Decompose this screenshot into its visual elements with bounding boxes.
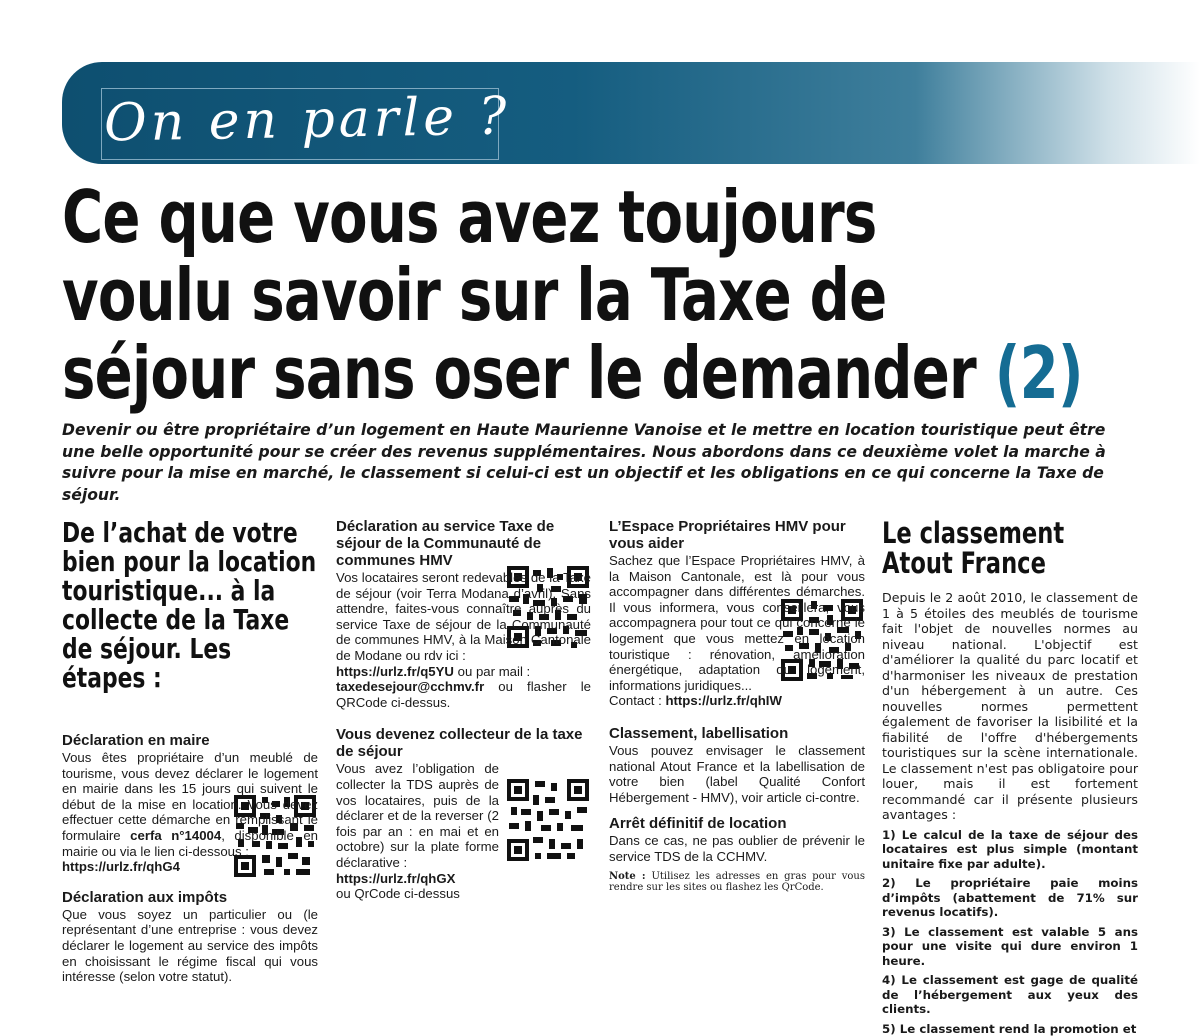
column-declaration: Déclaration au service Taxe de séjour de la Communauté de communes HMV Vos locataires seront redevables de la Taxe de séjour (voir Terra Modana d’avril). Sans attendre, faites-vous connaître auprès du service Taxe de séjour de la Communauté de communes HMV, à la Maison Cantonale de Modane ou rdv ici : https://urlz.fr/q5YU ou par mail : taxedesejour@cchmv.fr ou flasher le QRCode ci-dessus. Vous devenez collecteur de la taxe de séjour Vous avez l’obligation de collecter la TDS auprès de vos locataires, puis de la déclarer et de la reverser (2 fois par an : en mai et en octobre) sur la plate forme déclarative : https://urlz.fr/qhGX ou QrCode ci-dessus — [336, 518, 591, 902]
advantage-item: 4) Le classement est gage de qualité de l’hébergement aux yeux des clients. — [882, 973, 1138, 1017]
section-text-classement: Vous pouvez envisager le classement national Atout France et la labellisation de votre bien (label Qualité Confort Hébergement - HMV), voir article ci-contre. — [609, 743, 865, 805]
column-espace-proprietaires: L’Espace Propriétaires HMV pour vous aider Sachez que l’Espace Propriétaires HMV, à la Maison Cantonale, est là pour vous accompagner dans différentes démarches. Il vous informera, vous conseillera, vous accompagnera pour tout ce qui concerne le logement que vous mettez en location touristique : rénovation, amélioration énergétique, adaptation du logement, informations juridiques... Contact : https://urlz.fr/qhIW Classement, labellisation Vous pouvez envisager le classement national Atout France et la labellisation de votre bien (label Qualité Confort Hébergement - HMV), voir article ci-contre. Arrêt définitif de location Dans ce cas, ne pas oublier de prévenir le service TDS de la CCHMV. Note : Utilisez les adresses en gras pour vous rendre sur les sites ou flashez les QrCode. — [609, 518, 865, 894]
atout-text: Depuis le 2 août 2010, le classement de 1 à 5 étoiles des meublés de tourisme fait l'objet de nouvelles normes au niveau national. L'objectif est d'améliorer la qualité du parc locatif et d'harmoniser les niveaux de prestation d'un hébergement à un autre. Ces nouvelles normes permettent également de favoriser la lisibilité et la fiabilité de l'offre d'hébergements touristiques sur la scène internationale. Le classement n'est pas obligatoire pour louer, mais il est fortement recommandé car il présente plusieurs avantages : — [882, 590, 1138, 823]
section-text-mairie: Vous êtes propriétaire d’un meublé de tourisme, vous devez déclarer le logement en mairie dans les 15 jours qui suivent le début de la mise en location. Vous devez effectuer cette démarche en remplissant le formulaire cerfa n°14004, disponible en mairie ou via le lien ci-dessous : — [62, 750, 318, 859]
qr-code-icon[interactable] — [505, 777, 591, 863]
headline-line-1: Ce que vous avez toujours — [62, 175, 877, 259]
advantage-item: 1) Le calcul de la taxe de séjour des locataires est plus simple (montant unitaire fixe par adulte). — [882, 828, 1138, 872]
link-mairie[interactable]: https://urlz.fr/qhG4 — [62, 859, 180, 874]
section-text-espace: Sachez que l’Espace Propriétaires HMV, à la Maison Cantonale, est là pour vous accompagner dans différentes démarches. Il vous informera, vous conseillera, vous accompagnera pour tout ce qui concerne le logement que vous mettez en location touristique : rénovation, amélioration énergétique, adaptation du logement, informations juridiques... — [609, 553, 865, 693]
qrcode-hint: ou QrCode ci-dessus — [336, 886, 591, 902]
section-text-service-taxe: Vos locataires seront redevables de la Taxe de séjour (voir Terra Modana d’avril). Sans attendre, faites-vous connaître auprès du service Taxe de séjour de la Communauté de communes HMV, à la Maison Cantonale de Modane ou rdv ici : — [336, 570, 591, 664]
section-title-service-taxe: Déclaration au service Taxe de séjour de la Communauté de communes HMV — [336, 518, 591, 569]
headline-line-3: séjour sans oser le demander — [62, 331, 976, 415]
link-service-taxe[interactable]: https://urlz.fr/q5YU — [336, 664, 454, 679]
cerfa-reference: cerfa n°14004 — [130, 828, 221, 843]
advantage-item: 2) Le propriétaire paie moins d’impôts (abattement de 71% sur revenus locatifs). — [882, 876, 1138, 920]
section-text-arret: Dans ce cas, ne pas oublier de prévenir le service TDS de la CCHMV. — [609, 833, 865, 864]
steps-heading: De l’achat de votre bien pour la location touristique... à la collecte de la Taxe de séjour. Les étapes : — [62, 518, 319, 692]
atout-heading: Le classement Atout France — [882, 518, 1100, 578]
section-text-collecteur: Vous avez l’obligation de collecter la TDS auprès de vos locataires, puis de la déclarer et de la reverser (2 fois par an : en mai et en octobre) sur la plate forme déclarative : — [336, 761, 591, 870]
headline — [62, 178, 950, 412]
email-taxe-sejour[interactable]: taxedesejour@cchmv.fr — [336, 679, 484, 694]
section-title-arret: Arrêt définitif de location — [609, 815, 865, 832]
section-title-impots: Déclaration aux impôts — [62, 889, 318, 906]
link-declaration[interactable]: https://urlz.fr/qhGX — [336, 871, 455, 886]
section-title-mairie: Déclaration en maire — [62, 732, 318, 749]
column-steps — [62, 518, 318, 985]
intro-paragraph: Devenir ou être propriétaire d’un logement en Haute Maurienne Vanoise et le mettre en location touristique peut être une belle opportunité pour se créer des revenus supplémentaires. Nous abordons dans ce deuxième volet la marche à suivre pour la mise en marché, le classement si celui-ci est un objectif et les obligations en ce qui concerne la Taxe de séjour. — [62, 420, 1132, 506]
link-espace[interactable]: https://urlz.fr/qhIW — [665, 693, 781, 708]
advantage-item: 3) Le classement est valable 5 ans pour une visite qui dure environ 1 heure. — [882, 925, 1138, 969]
headline-part-number: (2) — [995, 331, 1083, 415]
section-title-espace: L’Espace Propriétaires HMV pour vous aider — [609, 518, 865, 552]
section-text-impots: Que vous soyez un particulier ou (le représentant d’une entreprise : vous devez déclarer le logement au service des impôts en choisissant le régime fiscal qui vous intéresse (selon votre statut). — [62, 907, 318, 985]
headline-line-2: voulu savoir sur la Taxe de — [62, 253, 886, 337]
column-atout-france — [882, 518, 1138, 1036]
section-title-collecteur: Vous devenez collecteur de la taxe de séjour — [336, 726, 591, 760]
advantage-item: 5) Le classement rend la promotion et — [882, 1022, 1138, 1036]
banner-label: On en parle ? — [103, 80, 511, 159]
note: Note : Utilisez les adresses en gras pour vous rendre sur les sites ou flashez les QrCode. — [609, 871, 865, 894]
section-title-classement: Classement, labellisation — [609, 725, 865, 742]
